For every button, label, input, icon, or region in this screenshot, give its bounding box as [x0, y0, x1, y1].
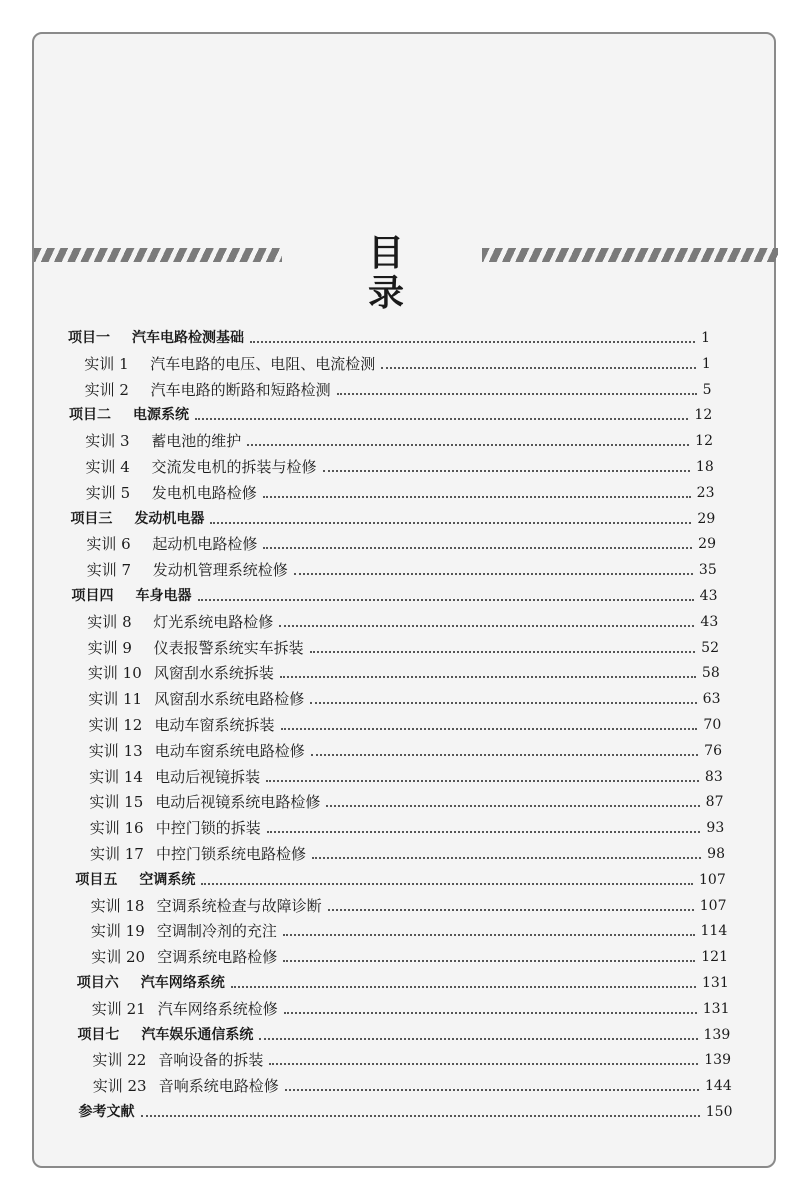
- toc-entry-number: 项目四: [71, 588, 114, 604]
- toc-entry-label: [89, 741, 305, 761]
- dot-leader: [311, 754, 698, 756]
- toc-entry-label: [69, 405, 189, 425]
- toc-project-row: [72, 582, 718, 606]
- toc-entry-title: 汽车网络系统检修: [157, 999, 278, 1018]
- dot-leader: [266, 780, 699, 782]
- toc-entry-label: [90, 818, 261, 838]
- toc-entry-number: 项目五: [75, 871, 118, 888]
- toc-entry-label: [79, 1102, 135, 1122]
- toc-project-row: [77, 1021, 730, 1045]
- toc-entry-title: 交流发电机的拆装与检修: [151, 458, 317, 476]
- toc-entry-number: 实训 18: [90, 896, 145, 915]
- dot-leader: [283, 934, 695, 936]
- toc-entry-title: 电动车窗系统拆装: [154, 716, 275, 734]
- toc-entry-number: 实训 13: [88, 741, 143, 760]
- toc-lab-row: [87, 556, 717, 580]
- toc-entry-title: 电动后视镜拆装: [155, 767, 261, 786]
- toc-entry-title: 风窗刮水系统拆装: [153, 664, 274, 683]
- toc-lab-row: [89, 788, 723, 812]
- toc-lab-row: [90, 814, 725, 838]
- toc-entry-label: [91, 896, 322, 916]
- toc-entry-label: [90, 844, 306, 864]
- toc-entry-title: 起动机电路检修: [152, 535, 258, 554]
- toc-page-number: 12: [694, 407, 713, 424]
- toc-page-number: 43: [699, 588, 718, 604]
- dot-leader: [201, 883, 693, 885]
- toc-entry-title: 汽车电路检测基础: [132, 330, 244, 346]
- toc-entry-label: [92, 999, 278, 1019]
- toc-entry-number: 实训 14: [89, 767, 143, 786]
- toc-entry-number: 项目三: [70, 510, 113, 527]
- toc-project-row: [79, 1098, 733, 1122]
- toc-page-number: 1: [701, 330, 710, 346]
- toc-entry-number: 实训 2: [84, 380, 129, 399]
- toc-page-number: 58: [701, 665, 720, 682]
- toc-entry-title: 空调制冷剂的充注: [156, 922, 277, 941]
- dot-leader: [279, 625, 694, 627]
- toc-entry-label: [91, 947, 277, 967]
- dot-leader: [267, 831, 701, 833]
- toc-entry-label: [88, 689, 304, 709]
- toc-entry-number: 项目一: [68, 330, 110, 346]
- toc-entry-title: 汽车电路的电压、电阻、电流检测: [150, 354, 376, 373]
- toc-entry-label: [88, 663, 274, 683]
- dot-leader: [326, 805, 699, 807]
- toc-page-number: 43: [700, 613, 719, 630]
- toc-entry-title: 发动机管理系统检修: [152, 561, 288, 580]
- toc-entry-title: 空调系统: [139, 871, 196, 888]
- dot-leader: [312, 857, 701, 859]
- toc-lab-row: [90, 840, 725, 864]
- toc-entry-title: 车身电器: [135, 588, 192, 604]
- toc-lab-row: [88, 685, 720, 709]
- toc-entry-label: [77, 973, 225, 993]
- toc-entry-number: 项目二: [69, 407, 112, 424]
- toc-entry-number: 实训 1: [84, 354, 129, 373]
- toc-entry-label: [77, 1025, 253, 1045]
- toc-page-number: 23: [696, 484, 715, 501]
- dot-leader: [310, 702, 696, 704]
- dot-leader: [259, 1038, 697, 1040]
- dot-leader: [195, 418, 688, 420]
- dot-leader: [141, 1115, 700, 1117]
- toc-entry-number: 实训 15: [89, 793, 144, 812]
- toc-entry-label: [86, 483, 257, 503]
- toc-page-number: 5: [702, 381, 712, 398]
- toc-page-number: 114: [700, 923, 728, 940]
- toc-lab-row: [85, 427, 713, 451]
- toc-entry-number: 实训 7: [86, 561, 131, 580]
- toc-project-row: [77, 969, 729, 993]
- toc-entry-title: 汽车网络系统: [140, 975, 225, 991]
- toc-entry-title: 电源系统: [133, 407, 190, 424]
- toc-page-number: 18: [695, 459, 714, 475]
- dot-leader: [269, 1063, 698, 1065]
- toc-entry-title: 中控门锁系统电路检修: [156, 845, 307, 863]
- toc-entry-label: [89, 767, 260, 787]
- dot-leader: [294, 573, 693, 575]
- dot-leader: [231, 986, 696, 988]
- toc-entry-label: [68, 328, 244, 348]
- toc-page-number: 76: [704, 742, 722, 759]
- toc-entry-label: [89, 792, 320, 812]
- toc-entry-number: 实训 16: [89, 819, 144, 838]
- toc-entry-title: 空调系统电路检修: [157, 948, 278, 967]
- toc-page-number: 107: [699, 897, 727, 914]
- toc-page-number: 107: [699, 871, 726, 888]
- toc-page-number: 121: [701, 949, 728, 966]
- toc-lab-row: [86, 479, 715, 503]
- toc-entry-number: 实训 5: [85, 483, 131, 502]
- toc-entry-label: [92, 1050, 263, 1070]
- decorative-stripes-left: [34, 248, 282, 262]
- toc-entry-number: 实训 19: [90, 922, 145, 941]
- toc-page-number: 131: [702, 1000, 730, 1017]
- dot-leader: [310, 651, 696, 653]
- toc-project-row: [75, 866, 725, 890]
- toc-entry-number: 实训 17: [90, 845, 144, 863]
- decorative-stripes-right: [482, 248, 778, 262]
- toc-entry-label: [75, 870, 195, 890]
- toc-page-number: 98: [707, 846, 725, 862]
- toc-entry-number: 实训 4: [85, 458, 130, 476]
- toc-lab-row: [86, 453, 714, 477]
- toc-page-number: 35: [698, 562, 717, 579]
- toc-lab-row: [89, 711, 722, 735]
- toc-lab-row: [91, 943, 728, 967]
- dot-leader: [247, 444, 689, 446]
- toc-lab-row: [86, 530, 716, 554]
- toc-page-number: 144: [705, 1078, 732, 1095]
- dot-leader: [284, 1012, 697, 1014]
- toc-entry-number: 项目七: [77, 1026, 120, 1043]
- toc-entry-label: [70, 509, 204, 529]
- toc-entry-title: 风窗刮水系统电路检修: [154, 690, 305, 709]
- toc-entry-number: 实训 20: [91, 948, 146, 967]
- toc-entry-number: 实训 11: [88, 690, 143, 709]
- toc-lab-row: [93, 1072, 732, 1096]
- toc-page-number: 29: [697, 510, 716, 527]
- toc-entry-number: 实训 21: [91, 999, 146, 1018]
- toc-entry-title: 中控门锁的拆装: [155, 819, 261, 838]
- toc-entry-number: 实训 22: [92, 1051, 147, 1070]
- toc-entry-label: [88, 638, 304, 658]
- toc-entry-number: 实训 9: [87, 638, 132, 657]
- toc-entry-label: [87, 560, 288, 580]
- dot-leader: [337, 393, 697, 395]
- toc-lab-row: [85, 376, 712, 400]
- toc-entry-label: [87, 612, 273, 632]
- dot-leader: [198, 599, 694, 601]
- toc-entry-title: 空调系统检查与故障诊断: [156, 896, 322, 915]
- toc-entry-title: 仪表报警系统实车拆装: [153, 638, 304, 657]
- toc-lab-row: [91, 892, 727, 916]
- toc-page-number: 139: [704, 1052, 731, 1069]
- toc-page-number: 29: [698, 536, 716, 553]
- dot-leader: [285, 1089, 699, 1091]
- toc-lab-row: [89, 763, 723, 787]
- toc-page-number: 12: [695, 433, 713, 450]
- toc-entry-number: 项目六: [76, 975, 119, 991]
- toc-page-number: 93: [706, 820, 725, 837]
- toc-entry-label: [86, 534, 257, 554]
- toc-entry-title: 灯光系统电路检修: [153, 612, 274, 631]
- dot-leader: [280, 676, 696, 678]
- toc-entry-number: 实训 23: [92, 1077, 147, 1096]
- dot-leader: [283, 960, 695, 962]
- toc-lab-row: [88, 634, 719, 658]
- toc-page-number: 131: [702, 975, 729, 991]
- toc-entry-label: [89, 715, 275, 735]
- toc-project-row: [68, 324, 710, 348]
- toc-lab-row: [92, 1046, 731, 1070]
- dot-leader: [250, 341, 695, 343]
- toc-entry-title: 发动机电器: [134, 510, 205, 527]
- toc-page-number: 139: [703, 1026, 731, 1043]
- toc-entry-number: 实训 10: [87, 664, 142, 683]
- toc-entry-title: 发电机电路检修: [151, 483, 257, 502]
- toc-lab-row: [89, 737, 722, 761]
- toc-page-number: 83: [704, 768, 723, 785]
- dot-leader: [210, 522, 691, 524]
- toc-lab-row: [91, 917, 727, 941]
- toc-entry-title: 蓄电池的维护: [151, 432, 242, 451]
- toc-entry-title: 音响设备的拆装: [158, 1051, 264, 1070]
- toc-entry-number: 实训 3: [85, 432, 130, 451]
- toc-entry-title: 音响系统电路检修: [158, 1077, 279, 1096]
- toc-entry-title: 参考文献: [78, 1104, 135, 1120]
- title-band: [34, 233, 778, 314]
- toc-entry-label: [93, 1076, 279, 1096]
- dot-leader: [263, 496, 691, 498]
- toc-entry-title: 电动车窗系统电路检修: [154, 741, 305, 760]
- toc-page-number: 87: [705, 794, 724, 811]
- toc-entry-label: [84, 354, 375, 374]
- toc-project-row: [69, 401, 712, 425]
- page-title: 目 录: [367, 233, 450, 314]
- toc-page-number: 70: [703, 717, 722, 733]
- toc-entry-label: [91, 921, 277, 941]
- toc-project-row: [70, 505, 715, 529]
- dot-leader: [323, 470, 690, 472]
- toc-lab-row: [88, 659, 720, 683]
- book-page: [32, 32, 776, 1168]
- toc-entry-title: 电动后视镜系统电路检修: [155, 793, 321, 812]
- toc-entry-label: [85, 431, 241, 451]
- toc-entry-title: 汽车电路的断路和短路检测: [150, 380, 331, 399]
- toc-lab-row: [92, 995, 730, 1019]
- toc-entry-label: [72, 586, 192, 606]
- dot-leader: [263, 547, 692, 549]
- toc-page-number: 63: [702, 691, 721, 708]
- toc-entry-label: [85, 380, 331, 400]
- toc-entry-title: 汽车娱乐通信系统: [141, 1026, 254, 1043]
- toc-page-number: 1: [701, 355, 711, 372]
- toc-entry-label: [86, 457, 317, 477]
- toc-lab-row: [84, 350, 710, 374]
- toc-entry-number: 实训 12: [88, 716, 143, 734]
- toc-page-number: 150: [705, 1104, 733, 1120]
- toc-lab-row: [87, 608, 718, 632]
- toc-page-number: 52: [701, 639, 719, 656]
- dot-leader: [328, 909, 694, 911]
- toc-entry-number: 实训 6: [86, 535, 131, 554]
- toc-entry-number: 实训 8: [87, 612, 132, 631]
- dot-leader: [381, 367, 696, 369]
- dot-leader: [281, 728, 698, 730]
